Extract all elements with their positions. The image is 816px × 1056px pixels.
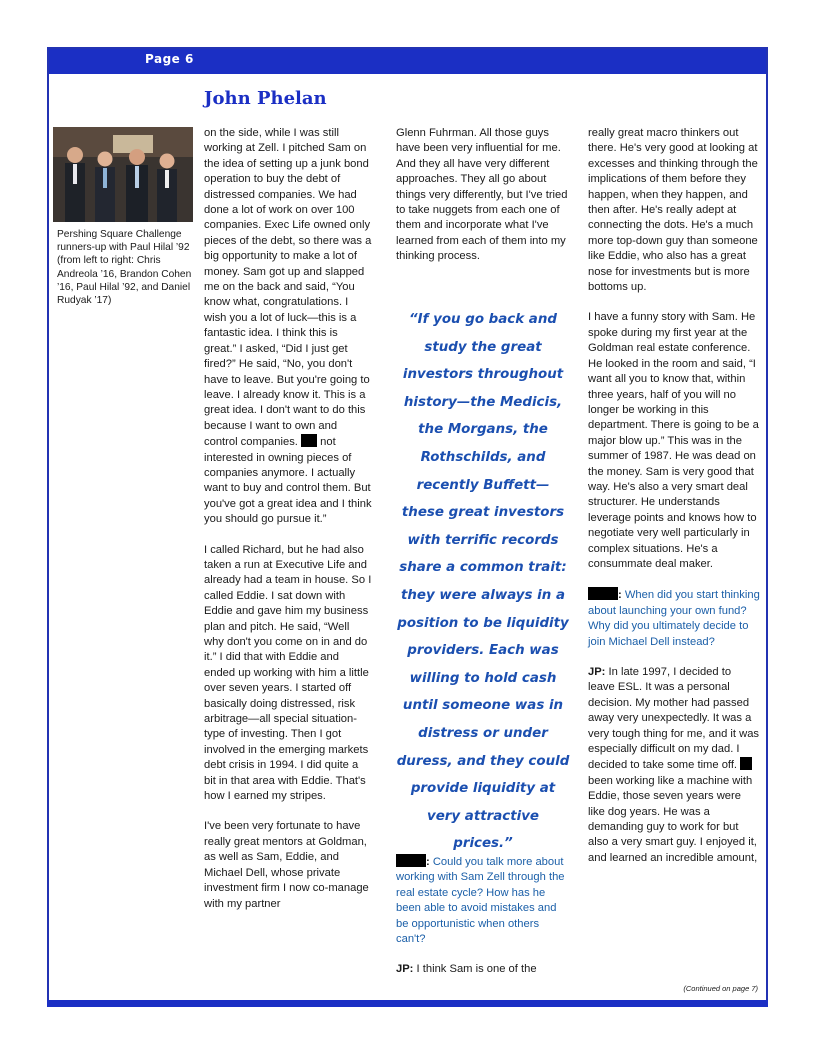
paragraph: I called Richard, but he had also taken a run at Executive Life and already had a team in house. So I called Eddie. I sat down with Eddie and gave him my business plan and pitch. He said, “Well why don't you come on in and do it.” I did that with Eddie and ended up working with him a little over seven years. I started off basically doing distressed, risk arbitrage—all special situation-type of investing. Then I got involved in the emerging markets debt crisis in 1994. I did quite a bit in that area with Eddie. That's how I earned my stripes. [204, 543, 372, 803]
footer-bar [47, 1000, 768, 1007]
redaction-block [301, 434, 317, 447]
redaction-block [396, 854, 426, 867]
group-photo [53, 127, 193, 222]
paragraph: on the side, while I was still working at Zell. I pitched Sam on the idea of setting up a junk bond operation to buy the debt of distressed companies. We had done a lot of work on over 100 companies. Exec Life owned only pieces of the debt, so there was a big opportunity to make a lot of money. Sam got up and slapped me on the back and said, “You know what, congratulations. I wish you a lot of luck—this is a fantastic idea. I think this is great.” I asked, “Did I just get fired?” He said, “No, you don't have to leave. But you're going to leave. I already know it. This is a great idea. I don't want to do this because I want to own and control companies. not interested in owning pieces of companies anymore. I actually want to buy and control them. But you've got a great idea and I think you should go pursue it.” [204, 127, 372, 526]
interview-answer: JP: I think Sam is one of the [396, 963, 537, 976]
continued-note: (Continued on page 7) [683, 984, 758, 993]
interview-question: : Could you talk more about working with Sam Zell through the real estate cycle? How has he been able to avoid mistakes and be opportunistic when others can't? [396, 856, 565, 946]
text-column-2 [396, 126, 570, 265]
paragraph: I've been very fortunate to have really great mentors at Goldman, as well as Sam, Eddie, and Michael Dell, whose private investment firm I now co-manage with my partner [204, 820, 369, 910]
text-column-2-lower [396, 854, 570, 978]
page-number: Page 6 [145, 52, 194, 66]
paragraph: I have a funny story with Sam. He spoke during my first year at the Goldman real estate conference. He looked in the room and said, “I want all you to know that, within three years, half of you will no longer be working in this department. There is going to be a major blow up.” This was in the summer of 1987. He was dead on the money. Sam is very good that way. He's also a very smart deal structurer. He understands leverage points and knows how to negotiate very well particularly in complex situations. He's a consummate deal maker. [588, 311, 759, 570]
paragraph: really great macro thinkers out there. He's very good at looking at excesses and thinking through the implications of them before they happen, when they happen, and then after. He's really adept at connecting the dots. He's a much more top-down guy than someone like Eddie, who also has a great nose for investments but is more bottoms up. [588, 127, 758, 294]
photo-caption: Pershing Square Challenge runners-up with Paul Hilal ’92 (from left to right: Chris Andreola ’16, Brandon Cohen ’16, Paul Hilal ’92, and Daniel Rudyak ’17) [57, 229, 192, 307]
redaction-block [740, 757, 752, 770]
article-title: John Phelan [204, 88, 327, 109]
text-column-3 [588, 126, 760, 866]
group-photo-image [53, 127, 193, 222]
interview-answer: JP: In late 1997, I decided to leave ESL. It was a personal decision. My mother had passed away very unexpectedly. It was a very tough thing for me, and it was especially difficult on my dad. I decided to take some time off. been working like a machine with Eddie, those seven years were like dog years. He was a demanding guy to work for but also a very smart guy. I enjoyed it, and learned an incredible amount, [588, 666, 760, 864]
redaction-block [588, 587, 618, 600]
paragraph: Glenn Fuhrman. All those guys have been very influential for me. And they all have very different approaches. They all go about things very differently, but I've tried to take nuggets from each one of them and incorporate what I've learned from each of them into my thinking process. [396, 127, 568, 263]
pull-quote: “If you go back and study the great investors throughout history—the Medicis, the Morgans, the Rothschilds, and recently Buffett—these great investors with terrific records share a common trait: they were always in a position to be liquidity providers. Each was willing to hold cash until someone was in distress or under duress, and they could provide liquidity at very attractive prices.” [396, 312, 570, 852]
text-column-1 [204, 126, 372, 912]
interview-question: : When did you start thinking about launching your own fund? Why did you ultimately decide to join Michael Dell instead? [588, 589, 760, 648]
